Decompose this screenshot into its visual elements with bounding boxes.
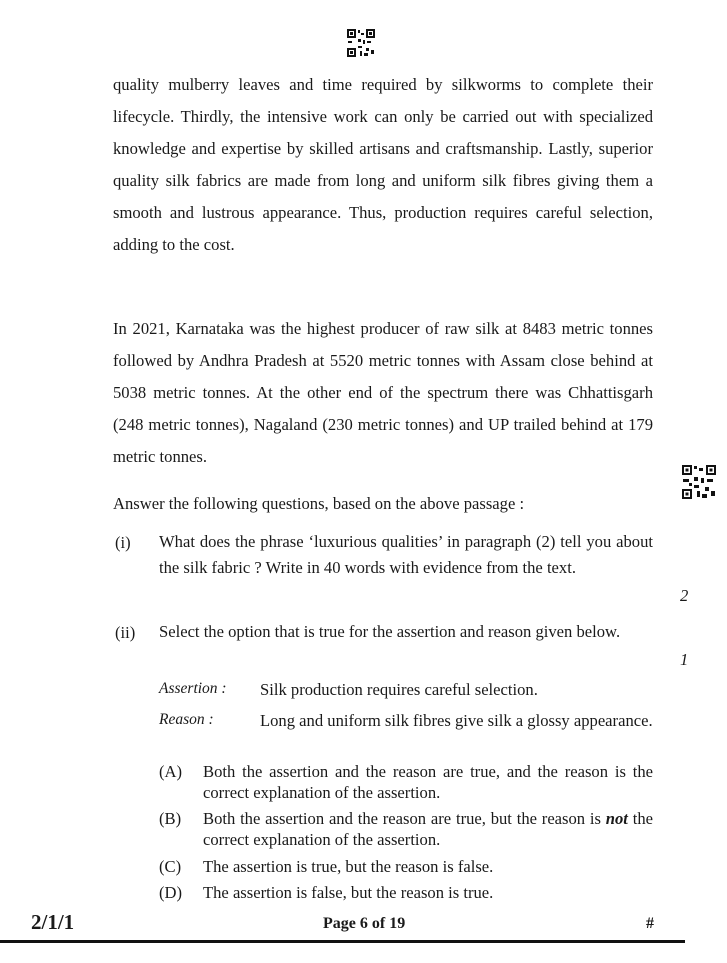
option-letter-c: (C) [159,857,182,876]
option-b-text-after: the correct explanation of the assertion. [203,809,653,849]
option-b-text [203,808,653,850]
question-marks: 2 [680,586,689,605]
option-letter-d: (D) [159,883,183,902]
option-a-text: Both the assertion and the reason are true, and the reason is the correct explanation of the assertion. [203,762,653,802]
qr-code-icon [682,465,716,499]
assertion-label: Assertion : [159,680,227,697]
reason-label: Reason : [159,711,214,728]
reason-text: Long and uniform silk fibres give silk a glossy appearance. [260,711,653,730]
passage-paragraph-2: In 2021, Karnataka was the highest producer of raw silk at 8483 metric tonnes followed by Andhra Pradesh at 5520 metric tonnes with Assam close behind at 5038 metric tonnes. At the other end of the spectrum there was Chhattisgarh (248 metric tonnes), Nagaland (230 metric tonnes) and UP trailed behind at 179 metric tonnes. [113,319,653,466]
option-letter-a: (A) [159,762,183,781]
question-marks: 1 [680,650,689,669]
questions-instruction: Answer the following questions, based on the above passage : [113,494,525,513]
option-c-text: The assertion is true, but the reason is false. [203,857,494,876]
option-letter-b: (B) [159,809,182,828]
passage-paragraph-1: quality mulberry leaves and time required by silkworms to complete their lifecycle. Thirdly, the intensive work can only be carried out with specialized knowledge and expertise by skilled artisans and craftsmanship. Lastly, superior quality silk fabrics are made from long and uniform silk fibres giving them a smooth and lustrous appearance. Thus, production requires careful selection, adding to the cost. [113,75,653,254]
question-text: Select the option that is true for the assertion and reason given below. [159,622,621,641]
footer-hash: # [646,915,654,932]
assertion-text: Silk production requires careful selection. [260,680,538,699]
qr-code-icon [347,29,375,57]
question-text: What does the phrase ‘luxurious qualities’ in paragraph (2) tell you about the silk fabric ? Write in 40 words with evidence from the text. [159,532,653,577]
option-d-text: The assertion is false, but the reason is true. [203,883,494,902]
question-number: (ii) [115,623,136,642]
paper-code: 2/1/1 [31,910,75,934]
footer-divider [0,940,685,943]
question-number: (i) [115,533,131,552]
page-number: Page 6 of 19 [323,915,406,932]
option-b-text-before: Both the assertion and the reason are true, but the reason is [203,809,606,828]
option-b-emphasis: not [605,809,628,828]
